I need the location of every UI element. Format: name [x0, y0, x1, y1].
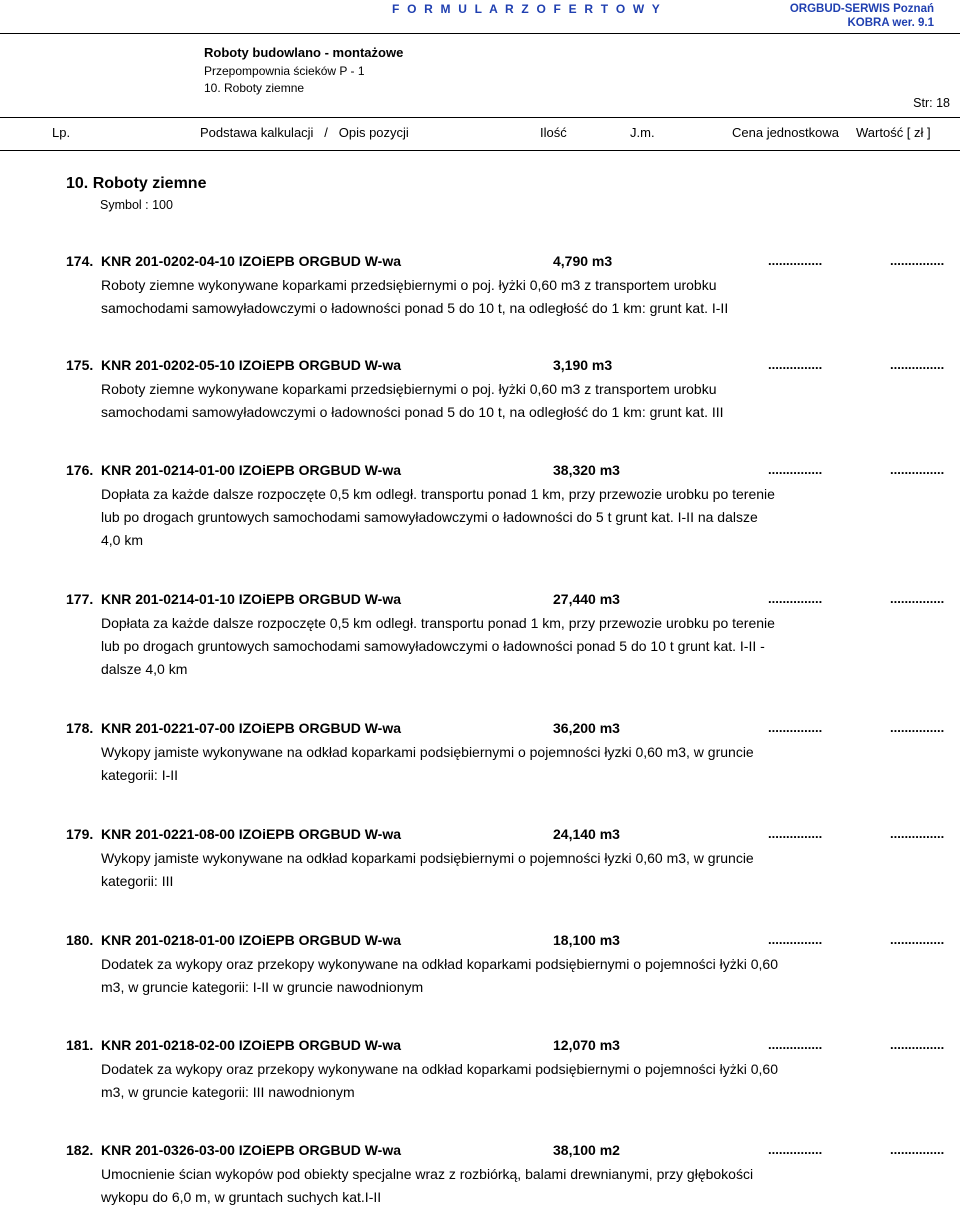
- item-number: 179.: [66, 826, 94, 842]
- item-description: Dodatek za wykopy oraz przekopy wykonywane na odkład koparkami podsiębiernymi o pojemności łyżki 0,60 m3, w gruncie kategorii: I-II w gruncie nawodnionym: [101, 956, 779, 995]
- table-header-bottom-rule: [0, 150, 960, 151]
- item-number: 181.: [66, 1037, 94, 1053]
- item-quantity: 4,790 m3: [553, 253, 613, 269]
- item-quantity: 27,440 m3: [553, 591, 620, 607]
- item-value-field[interactable]: ...............: [890, 462, 945, 477]
- item-number: 176.: [66, 462, 94, 478]
- header-divider: [0, 33, 960, 34]
- item-basis: KNR 201-0202-04-10 IZOiEPB ORGBUD W-wa: [101, 253, 402, 269]
- item-description: Dopłata za każde dalsze rozpoczęte 0,5 km odległ. transportu ponad 1 km, przy przewozie urobku po terenie lub po drogach gruntowych samochodami samowyładowczymi o ładowności ponad 5 do 10 t grunt kat. I-II - dalsze 4,0 km: [101, 615, 775, 677]
- item-unit-price-field[interactable]: ...............: [768, 720, 823, 735]
- item-number: 182.: [66, 1142, 94, 1158]
- item-description: Umocnienie ścian wykopów pod obiekty specjalne wraz z rozbiórką, balami drewnianymi, przy głębokości wykopu do 6,0 m, w gruntach suchych kat.I-II: [101, 1166, 754, 1205]
- item-basis: KNR 201-0221-08-00 IZOiEPB ORGBUD W-wa: [101, 826, 402, 842]
- item-description: Dodatek za wykopy oraz przekopy wykonywane na odkład koparkami podsiębiernymi o pojemności łyżki 0,60 m3, w gruncie kategorii: III nawodnionym: [101, 1061, 779, 1100]
- item-quantity: 3,190 m3: [553, 357, 613, 373]
- item-description: Dopłata za każde dalsze rozpoczęte 0,5 km odległ. transportu ponad 1 km, przy przewozie urobku po terenie lub po drogach gruntowych samochodami samowyładowczymi o ładowności do 5 t grunt kat. I-II na dalsze 4,0 km: [101, 486, 775, 548]
- column-unit: J.m.: [630, 125, 655, 140]
- item-basis: KNR 201-0326-03-00 IZOiEPB ORGBUD W-wa: [101, 1142, 402, 1158]
- column-basis: Podstawa kalkulacji / Opis pozycji: [200, 125, 409, 140]
- item-description: Wykopy jamiste wykonywane na odkład koparkami podsiębiernymi o pojemności łyzki 0,60 m3, w gruncie kategorii: I-II: [101, 744, 754, 783]
- item-unit-price-field[interactable]: ...............: [768, 462, 823, 477]
- brand-block: [790, 2, 934, 30]
- section-title: 10. Roboty ziemne: [66, 175, 207, 192]
- item-value-field[interactable]: ...............: [890, 253, 945, 268]
- item-basis: KNR 201-0218-02-00 IZOiEPB ORGBUD W-wa: [101, 1037, 402, 1053]
- item-quantity: 12,070 m3: [553, 1037, 620, 1053]
- brand-company: ORGBUD-SERWIS Poznań: [789, 3, 934, 15]
- item-value-field[interactable]: ...............: [890, 720, 945, 735]
- item-description: Roboty ziemne wykonywane koparkami przedsiębiernymi o poj. łyżki 0,60 m3 z transportem urobku samochodami samowyładowczymi o ładowności ponad 5 do 10 t, na odległość do 1 km: grunt kat. III: [101, 381, 724, 420]
- item-unit-price-field[interactable]: ...............: [768, 1142, 823, 1157]
- item-basis: KNR 201-0218-01-00 IZOiEPB ORGBUD W-wa: [101, 932, 402, 948]
- item-unit-price-field[interactable]: ...............: [768, 591, 823, 606]
- page-number: Str: 18: [913, 96, 950, 110]
- item-quantity: 24,140 m3: [553, 826, 620, 842]
- item-number: 178.: [66, 720, 94, 736]
- item-value-field[interactable]: ...............: [890, 1142, 945, 1157]
- item-value-field[interactable]: ...............: [890, 591, 945, 606]
- item-description: Roboty ziemne wykonywane koparkami przedsiębiernymi o poj. łyżki 0,60 m3 z transportem urobku samochodami samowyładowczymi o ładowności ponad 5 do 10 t, na odległość do 1 km: grunt kat. I-II: [101, 277, 729, 316]
- item-quantity: 36,200 m3: [553, 720, 620, 736]
- item-value-field[interactable]: ...............: [890, 932, 945, 947]
- brand-version: KOBRA wer. 9.1: [847, 17, 934, 29]
- item-unit-price-field[interactable]: ...............: [768, 932, 823, 947]
- item-number: 177.: [66, 591, 94, 607]
- item-description: Wykopy jamiste wykonywane na odkład koparkami podsiębiernymi o pojemności łyzki 0,60 m3, w gruncie kategorii: III: [101, 850, 754, 889]
- item-quantity: 18,100 m3: [553, 932, 620, 948]
- object-name: Przepompownia ścieków P - 1: [204, 64, 365, 78]
- column-unit-price: Cena jednostkowa: [732, 125, 839, 140]
- item-value-field[interactable]: ...............: [890, 1037, 945, 1052]
- item-basis: KNR 201-0214-01-10 IZOiEPB ORGBUD W-wa: [101, 591, 402, 607]
- form-title: F O R M U L A R Z O F E R T O W Y: [392, 2, 662, 16]
- section-reference: 10. Roboty ziemne: [204, 81, 305, 95]
- column-value: Wartość [ zł ]: [856, 125, 931, 140]
- item-basis: KNR 201-0214-01-00 IZOiEPB ORGBUD W-wa: [101, 462, 402, 478]
- item-number: 180.: [66, 932, 94, 948]
- item-unit-price-field[interactable]: ...............: [768, 826, 823, 841]
- table-header-top-rule: [0, 117, 960, 118]
- item-quantity: 38,100 m2: [553, 1142, 620, 1158]
- item-basis: KNR 201-0221-07-00 IZOiEPB ORGBUD W-wa: [101, 720, 402, 736]
- section-symbol: Symbol : 100: [100, 198, 173, 212]
- item-value-field[interactable]: ...............: [890, 357, 945, 372]
- item-unit-price-field[interactable]: ...............: [768, 253, 823, 268]
- column-lp: Lp.: [52, 125, 71, 140]
- item-number: 174.: [66, 253, 94, 269]
- item-unit-price-field[interactable]: ...............: [768, 1037, 823, 1052]
- item-basis: KNR 201-0202-05-10 IZOiEPB ORGBUD W-wa: [101, 357, 402, 373]
- column-quantity: Ilość: [540, 125, 567, 140]
- item-unit-price-field[interactable]: ...............: [768, 357, 823, 372]
- project-name: Roboty budowlano - montażowe: [204, 45, 404, 60]
- item-number: 175.: [66, 357, 94, 373]
- item-value-field[interactable]: ...............: [890, 826, 945, 841]
- item-quantity: 38,320 m3: [553, 462, 620, 478]
